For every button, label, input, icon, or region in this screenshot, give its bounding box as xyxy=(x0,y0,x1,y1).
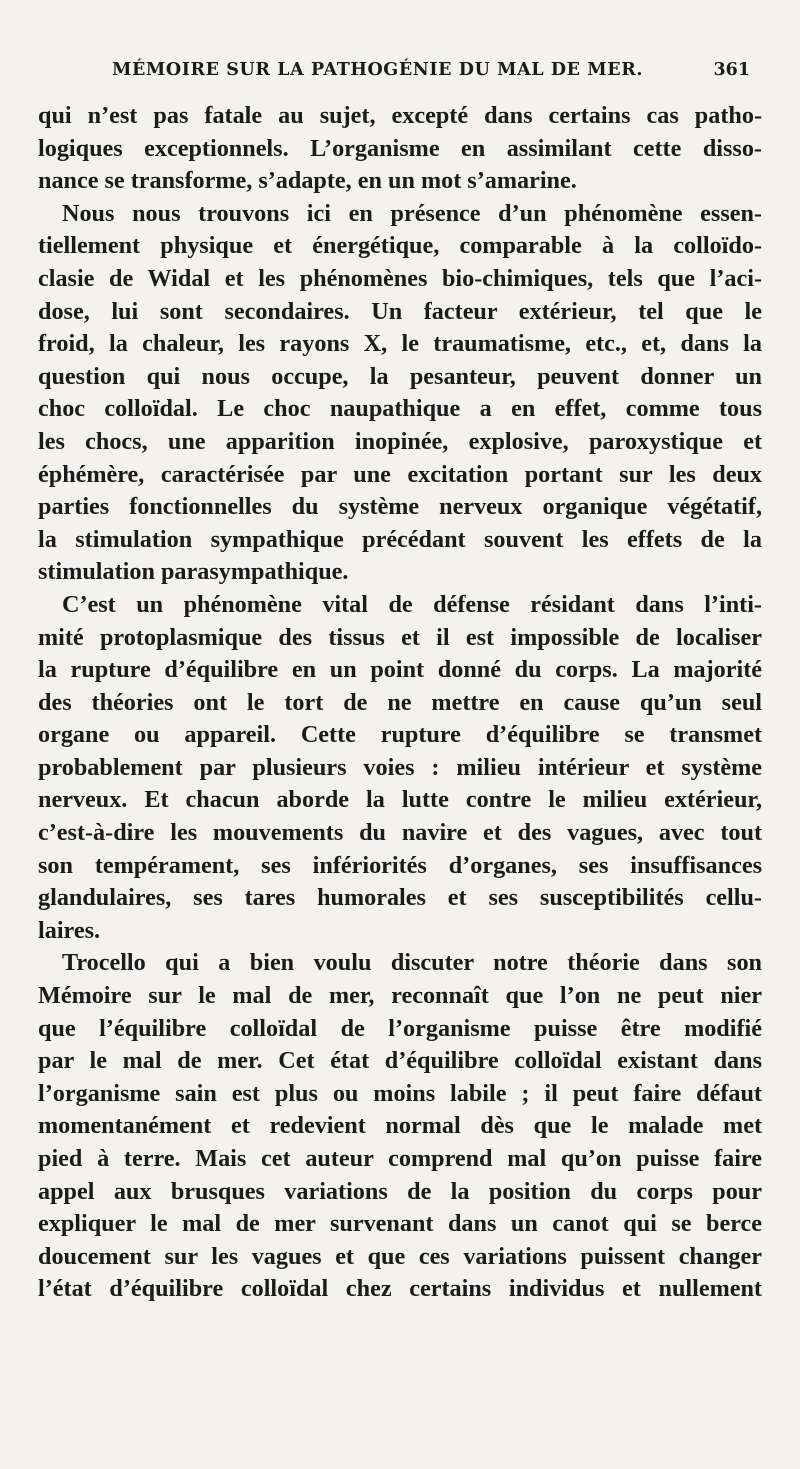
text-line: Trocello qui a bien voulu discuter notre théorie dans son xyxy=(62,949,762,977)
text-line: que l’équilibre colloïdal de l’organisme puisse être modifié xyxy=(38,1014,762,1042)
text-line: tiellement physique et énergétique, comparable à la colloïdo- xyxy=(38,232,762,260)
text-line: éphémère, caractérisée par une excitation portant sur les deux xyxy=(38,460,762,488)
text-line: par le mal de mer. Cet état d’équilibre colloïdal existant dans xyxy=(38,1047,762,1075)
paragraph-2 xyxy=(38,198,762,589)
text-line: son tempérament, ses infériorités d’organes, ses insuffisances xyxy=(38,851,762,879)
text-line: logiques exceptionnels. L’organisme en assimilant cette disso- xyxy=(38,134,762,162)
paragraph-3 xyxy=(38,589,762,948)
text-line: des théories ont le tort de ne mettre en cause qu’un seul xyxy=(38,688,762,716)
text-line: pied à terre. Mais cet auteur comprend mal qu’on puisse faire xyxy=(38,1145,762,1172)
text-line: organe ou appareil. Cette rupture d’équilibre se transmet xyxy=(38,721,762,749)
text-line: mité protoplasmique des tissus et il est impossible de localiser xyxy=(38,623,762,651)
text-line: c’est-à-dire les mouvements du navire et des vagues, avec tout xyxy=(38,819,762,847)
text-line: parties fonctionnelles du système nerveux organique végétatif, xyxy=(38,493,762,521)
text-line: l’état d’équilibre colloïdal chez certains individus et nullement xyxy=(38,1275,762,1303)
text-line: nance se transforme, s’adapte, en un mot s’amarine. xyxy=(38,167,577,195)
text-line: momentanément et redevient normal dès que le malade met xyxy=(38,1112,762,1140)
text-line: doucement sur les vagues et que ces variations puissent changer xyxy=(38,1242,762,1270)
text-line: Mémoire sur le mal de mer, reconnaît que l’on ne peut nier xyxy=(38,982,762,1010)
text-line: froid, la chaleur, les rayons X, le traumatisme, etc., et, dans la xyxy=(38,330,762,358)
text-line: probablement par plusieurs voies : milieu intérieur et système xyxy=(38,753,762,781)
text-line: question qui nous occupe, la pesanteur, peuvent donner un xyxy=(38,362,762,390)
text-line: stimulation parasympathique. xyxy=(38,558,349,586)
body-text xyxy=(38,100,762,1306)
text-line: la stimulation sympathique précédant souvent les effets de la xyxy=(38,525,762,553)
page-number: 361 xyxy=(713,60,750,80)
running-header-title: MÉMOIRE SUR LA PATHOGÉNIE DU MAL DE MER. xyxy=(112,60,644,80)
text-line: choc colloïdal. Le choc naupathique a en effet, comme tous xyxy=(38,395,762,423)
text-line: C’est un phénomène vital de défense résidant dans l’inti- xyxy=(62,590,762,618)
paragraph-4 xyxy=(38,947,762,1306)
paragraph-1 xyxy=(38,100,762,198)
text-line: Nous nous trouvons ici en présence d’un phénomène essen- xyxy=(62,199,762,227)
text-line: la rupture d’équilibre en un point donné du corps. La majorité xyxy=(38,656,762,684)
text-line: laires. xyxy=(38,916,101,944)
running-header xyxy=(30,60,750,90)
text-line: les chocs, une apparition inopinée, explosive, paroxystique et xyxy=(38,427,762,455)
text-line: l’organisme sain est plus ou moins labile ; il peut faire défaut xyxy=(38,1079,762,1107)
text-line: dose, lui sont secondaires. Un facteur extérieur, tel que le xyxy=(38,297,762,325)
text-line: qui n’est pas fatale au sujet, excepté dans certains cas patho- xyxy=(38,102,762,129)
text-line: appel aux brusques variations de la position du corps pour xyxy=(38,1177,762,1205)
text-line: glandulaires, ses tares humorales et ses susceptibilités cellu- xyxy=(38,884,762,912)
text-line: clasie de Widal et les phénomènes bio-chimiques, tels que l’aci- xyxy=(38,264,762,292)
text-line: expliquer le mal de mer survenant dans un canot qui se berce xyxy=(38,1210,762,1238)
text-line: nerveux. Et chacun aborde la lutte contre le milieu extérieur, xyxy=(38,786,762,814)
